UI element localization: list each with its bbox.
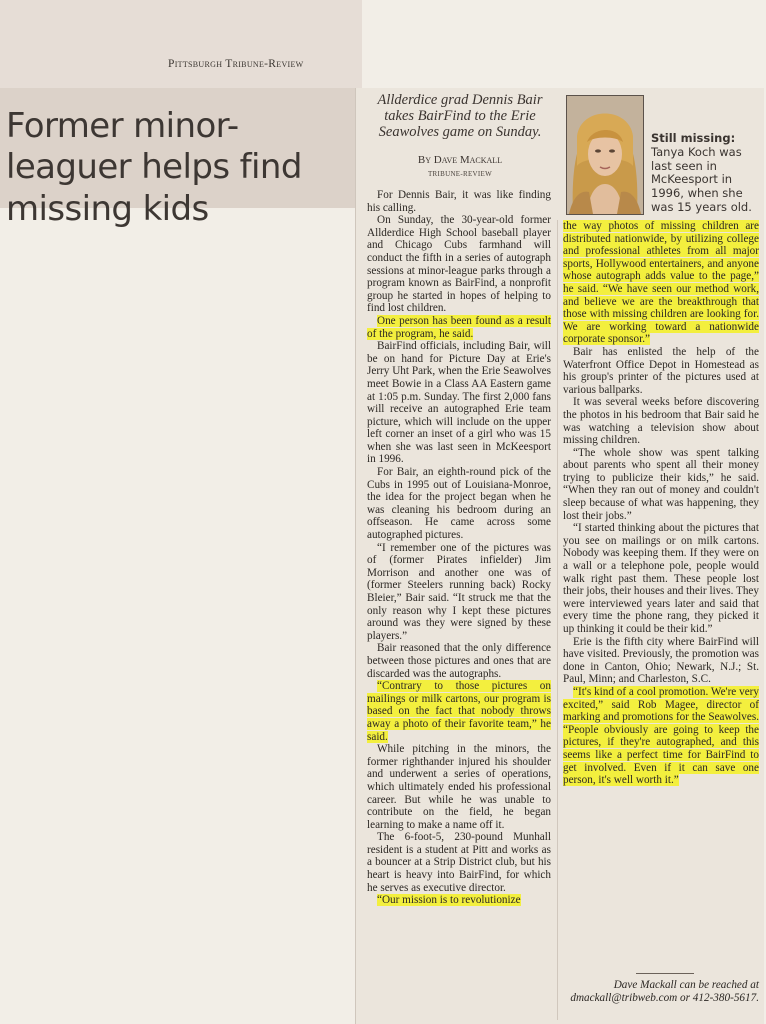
dek: Allderdice grad Dennis Bair takes BairFind to the Erie Seawolves game on Sunday.	[377, 92, 543, 141]
column-divider	[557, 220, 558, 1020]
byline: By Dave Mackall	[417, 154, 503, 166]
paragraph: For Bair, an eighth-round pick of the Cubs in 1995 out of Louisiana-Monroe, the idea for the project began when he was cleaning his bedroom during an offseason. He came across some autographed pictures.	[367, 466, 551, 542]
paragraph: Bair reasoned that the only difference between those pictures and ones that are discarded was the autographs.	[367, 642, 551, 680]
highlighted-text: the way photos of missing children are distributed nationwide, by utilizing college and professional athletes from all major sports, Hollywood entertainers, and anyone whose autograph adds value to the page,” he said. “We have seen our method work, and believe we are the breakthrough that those with missing children are looking for. We are working toward a nationwide corporate sponsor.”	[563, 220, 759, 346]
missing-child-photo	[566, 95, 644, 215]
portrait-image	[567, 96, 643, 214]
article-column-2	[563, 220, 759, 962]
author-contact: Dave Mackall can be reached at dmackall@tribweb.com or 412-380-5617.	[570, 979, 759, 1004]
paragraph: “I started thinking about the pictures that you see on mailings or on milk cartons. Nobody was keeping them. If they were on a wall or a telephone pole, people would walk right past them. These people lost their jobs, their houses and their lives. They were interviewed years later and said that every time the phone rang, they picked it up thinking it could be their kid.”	[563, 522, 759, 635]
paragraph: While pitching in the minors, the former righthander injured his shoulder and underwent a series of operations, which ultimately ended his professional career. But while he was unable to contribute on the field, he began learning to make a name off it.	[367, 743, 551, 831]
paragraph	[367, 894, 551, 907]
masthead-strip	[0, 0, 362, 88]
signature-rule	[636, 973, 694, 974]
paragraph: On Sunday, the 30-year-old former Allderdice High School baseball player and Chicago Cubs farmhand will conduct the fifth in a series of autograph sessions at minor-league parks through a program known as BairFind, a nonprofit group he started in hopes of helping to find lost children.	[367, 214, 551, 315]
masthead: Pittsburgh Tribune-Review	[168, 58, 304, 70]
paragraph: For Dennis Bair, it was like finding his calling.	[367, 189, 551, 214]
headline: Former minor-leaguer helps find missing kids	[6, 106, 302, 229]
paragraph: BairFind officials, including Bair, will be on hand for Picture Day at Erie's Jerry Uht Park, when the Erie Seawolves meet Bowie in a Class AA Eastern game at 1:05 p.m. Sunday. The first 2,000 fans will receive an autographed Erie team picture, which will include on the upper left corner an inset of a girl who was 15 when she was last seen in McKeesport in 1996.	[367, 340, 551, 466]
paragraph: “The whole show was spent talking about parents who spent all their money trying to publicize their kids,” he said. “When they ran out of money and couldn't sleep because of what was happening, they lost their jobs.”	[563, 446, 759, 522]
paragraph: Erie is the fifth city where BairFind will have visited. Previously, the promotion was done in Canton, Ohio; Newark, N.J.; St. Paul, Minn; and Charleston, S.C.	[563, 635, 759, 686]
paragraph: Bair has enlisted the help of the Waterfront Office Depot in Homestead as his group's printer of the pictures used at various ballparks.	[563, 345, 759, 396]
paragraph: “I remember one of the pictures was of (former Pirates infielder) Jim Morrison and another one was of (former Steelers running back) Rocky Bleier,” Bair said. “It struck me that the only reason why I kept these pictures around was they were signed by these players.”	[367, 541, 551, 642]
paragraph: It was several weeks before discovering the photos in his bedroom that Bair said he was watching a television show about missing children.	[563, 396, 759, 447]
highlighted-text: “Contrary to those pictures on mailings or milk cartons, our program is based on the fact that nobody throws away a photo of their favorite team,” he said.	[367, 680, 551, 743]
highlighted-text: “Our mission is to revolutionize	[377, 894, 521, 907]
photo-caption	[651, 132, 763, 215]
paragraph	[367, 680, 551, 743]
highlighted-text: “It's kind of a cool promotion. We're very excited,” said Rob Magee, director of marking and promotions for the Seawolves. “People obviously are going to keep the pictures, if they're autographed, and this seems like a perfect time for BairFind to get involved. Even if it can save one person, it's well worth it.”	[563, 685, 759, 787]
article-column-1	[367, 189, 551, 1021]
paragraph	[367, 315, 551, 340]
highlighted-text: One person has been found as a result of the program, he said.	[367, 314, 551, 340]
byline-org: TRIBUNE-REVIEW	[427, 170, 493, 178]
caption-text: Tanya Koch was last seen in McKeesport in 1996, when she was 15 years old.	[651, 144, 752, 214]
caption-label: Still missing:	[651, 131, 736, 145]
paragraph	[563, 220, 759, 346]
paragraph: The 6-foot-5, 230-pound Munhall resident is a student at Pitt and works as a bouncer at a Strip District club, but his heart is heavy into BairFind, for which he serves as executive director.	[367, 831, 551, 894]
paragraph	[563, 686, 759, 787]
